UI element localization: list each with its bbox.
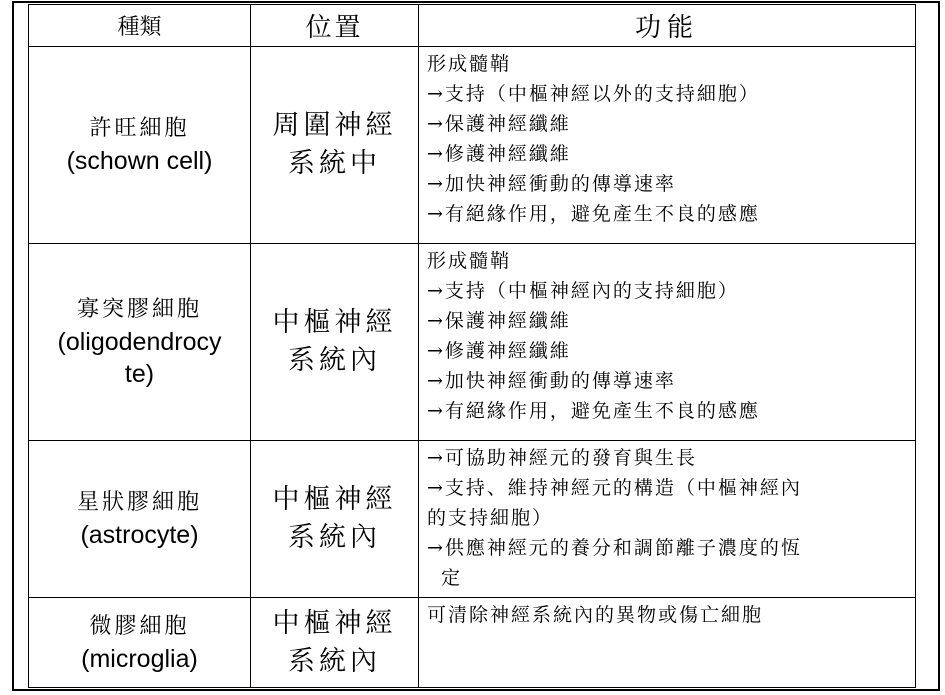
cell-function bbox=[419, 244, 916, 441]
type-name-zh: 微膠細胞 bbox=[89, 613, 190, 639]
function-line: →加快神經衝動的傳導速率 bbox=[427, 173, 676, 195]
function-line: 可清除神經系統內的異物或傷亡細胞 bbox=[427, 604, 764, 626]
type-name-en: (astrocyte) bbox=[80, 521, 199, 549]
cell-type bbox=[29, 598, 251, 688]
function-line: →保護神經纖維 bbox=[427, 310, 571, 332]
header-function: 功能 bbox=[419, 5, 916, 47]
function-line: →修護神經纖維 bbox=[427, 340, 571, 362]
function-line: 的支持細胞） bbox=[427, 507, 554, 529]
cell-type bbox=[29, 244, 251, 441]
cell-function bbox=[419, 47, 916, 244]
function-line: →保護神經纖維 bbox=[427, 113, 571, 135]
function-line: →支持（中樞神經以外的支持細胞） bbox=[427, 83, 760, 105]
function-line: →可協助神經元的發育與生長 bbox=[427, 447, 697, 469]
function-line: →支持（中樞神經內的支持細胞） bbox=[427, 280, 739, 302]
header-row bbox=[29, 5, 916, 47]
cell-location bbox=[251, 441, 419, 598]
glial-cell-table bbox=[28, 4, 916, 688]
type-name-en: (microglia) bbox=[81, 644, 198, 673]
function-line: →有絕緣作用，避免產生不良的感應 bbox=[427, 400, 760, 422]
location-line-1: 中樞神經 bbox=[272, 484, 397, 515]
type-name-zh: 星狀膠細胞 bbox=[76, 490, 202, 515]
location-line-1: 周圍神經 bbox=[272, 110, 397, 141]
cell-location bbox=[251, 47, 419, 244]
type-name-zh: 許旺細胞 bbox=[89, 116, 190, 141]
function-line: →修護神經纖維 bbox=[427, 143, 571, 165]
cell-location bbox=[251, 244, 419, 441]
table-row bbox=[29, 598, 916, 688]
location-line-2: 系統內 bbox=[288, 522, 381, 553]
cell-type bbox=[29, 47, 251, 244]
table-row bbox=[29, 441, 916, 598]
header-type: 種類 bbox=[29, 5, 251, 47]
table-row bbox=[29, 244, 916, 441]
location-line-1: 中樞神經 bbox=[272, 307, 397, 338]
cell-location bbox=[251, 598, 419, 688]
function-line: 形成髓鞘 bbox=[427, 250, 512, 272]
function-line: →支持、維持神經元的構造（中樞神經內 bbox=[427, 477, 802, 499]
function-line: 定 bbox=[441, 567, 463, 589]
function-line: →供應神經元的養分和調節離子濃度的恆 bbox=[427, 537, 802, 559]
type-name-zh: 寡突膠細胞 bbox=[76, 297, 202, 322]
cell-type bbox=[29, 441, 251, 598]
location-line-2: 系統中 bbox=[288, 148, 381, 179]
function-line: 形成髓鞘 bbox=[427, 53, 512, 75]
location-line-2: 系統內 bbox=[288, 645, 381, 677]
type-name-en-line-1: (oligodendrocy bbox=[57, 328, 222, 356]
type-name-en: (schown cell) bbox=[66, 147, 213, 175]
table-row bbox=[29, 47, 916, 244]
function-line: →有絕緣作用，避免產生不良的感應 bbox=[427, 203, 760, 225]
cell-function bbox=[419, 441, 916, 598]
function-line: →加快神經衝動的傳導速率 bbox=[427, 370, 676, 392]
location-line-2: 系統內 bbox=[288, 345, 381, 376]
location-line-1: 中樞神經 bbox=[272, 607, 397, 639]
cell-function bbox=[419, 598, 916, 688]
header-location: 位置 bbox=[251, 5, 419, 47]
type-name-en-line-2: te) bbox=[124, 360, 155, 388]
